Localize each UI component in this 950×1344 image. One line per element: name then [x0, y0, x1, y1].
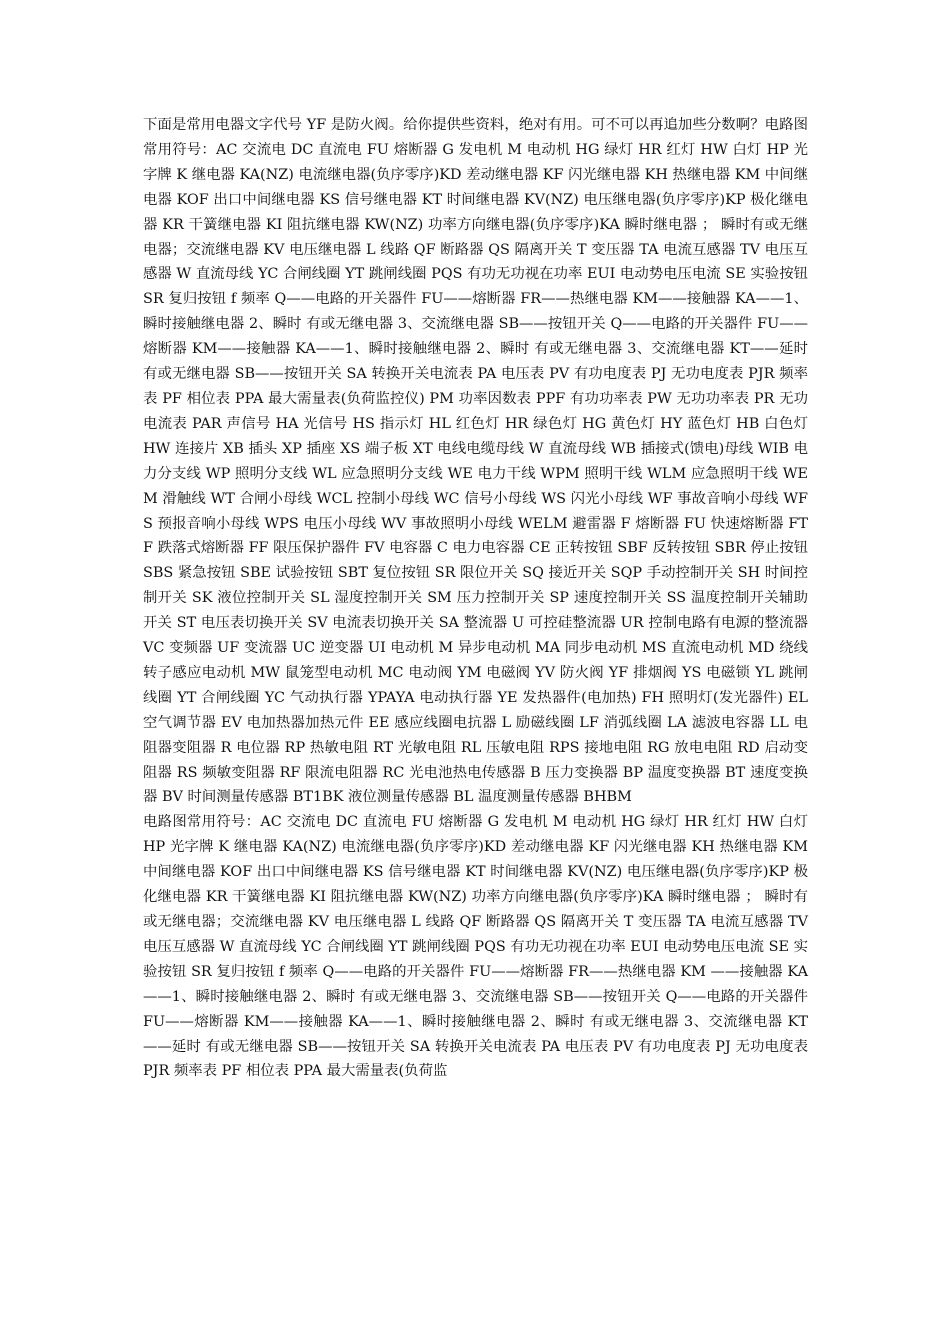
document-paragraph-1: 下面是常用电器文字代号 YF 是防火阀。给你提供些资料，绝对有用。可不可以再追加些分数啊？电路图常用符号：AC 交流电 DC 直流电 FU 熔断器 G 发电机 M 电动机 HG 绿灯 HR 红灯 HW 白灯 HP 光字牌 K 继电器 KA(NZ) 电流继电器(负序零序)KD 差动继电器 KF 闪光继电器 KH 热继电器 KM 中间继电器 KOF 出口中间继电器 KS 信号继电器 KT 时间继电器 KV(NZ) 电压继电器(负序零序)KP 极化继电器 KR 干簧继电器 KI 阻抗继电器 KW(NZ) 功率方向继电器(负序零序)KA 瞬时继电器 ； 瞬时有或无继电器；交流继电器 KV 电压继电器 L 线路 QF 断路器 QS 隔离开关 T 变压器 TA 电流互感器 TV 电压互感器 W 直流母线 YC 合闸线圈 YT 跳闸线圈 PQS 有功无功视在功率 EUI 电动势电压电流 SE 实验按钮 SR 复归按钮 f 频率 Q——电路的开关器件 FU——熔断器 FR——热继电器 KM——接触器 KA——1、瞬时接触继电器 2、瞬时 有或无继电器 3、交流继电器 SB——按钮开关 Q——电路的开关器件 FU——熔断器 KM——接触器 KA——1、瞬时接触继电器 2、瞬时 有或无继电器 3、交流继电器 KT——延时 有或无继电器 SB——按钮开关 SA 转换开关电流表 PA 电压表 PV 有功电度表 PJ 无功电度表 PJR 频率表 PF 相位表 PPA 最大需量表(负荷监控仪) PM 功率因数表 PPF 有功功率表 PW 无功功率表 PR 无功电流表 PAR 声信号 HA 光信号 HS 指示灯 HL 红色灯 HR 绿色灯 HG 黄色灯 HY 蓝色灯 HB 白色灯 HW 连接片 XB 插头 XP 插座 XS 端子板 XT 电线电缆母线 W 直流母线 WB 插接式(馈电)母线 WIB 电力分支线 WP 照明分支线 WL 应急照明分支线 WE 电力干线 WPM 照明干线 WLM 应急照明干线 WEM 滑触线 WT 合闸小母线 WCL 控制小母线 WC 信号小母线 WS 闪光小母线 WF 事故音响小母线 WFS 预报音响小母线 WPS 电压小母线 WV 事故照明小母线 WELM 避雷器 F 熔断器 FU 快速熔断器 FTF 跌落式熔断器 FF 限压保护器件 FV 电容器 C 电力电容器 CE 正转按钮 SBF 反转按钮 SBR 停止按钮 SBS 紧急按钮 SBE 试验按钮 SBT 复位按钮 SR 限位开关 SQ 接近开关 SQP 手动控制开关 SH 时间控制开关 SK 液位控制开关 SL 湿度控制开关 SM 压力控制开关 SP 速度控制开关 SS 温度控制开关辅助开关 ST 电压表切换开关 SV 电流表切换开关 SA 整流器 U 可控硅整流器 UR 控制电路有电源的整流器 VC 变频器 UF 变流器 UC 逆变器 UI 电动机 M 异步电动机 MA 同步电动机 MS 直流电动机 MD 绕线转子感应电动机 MW 鼠笼型电动机 MC 电动阀 YM 电磁阀 YV 防火阀 YF 排烟阀 YS 电磁锁 YL 跳闸线圈 YT 合闸线圈 YC 气动执行器 YPAYA 电动执行器 YE 发热器件(电加热) FH 照明灯(发光器件) EL 空气调节器 EV 电加热器加热元件 EE 感应线圈电抗器 L 励磁线圈 LF 消弧线圈 LA 滤波电容器 LL 电阻器变阻器 R 电位器 RP 热敏电阻 RT 光敏电阻 RL 压敏电阻 RPS 接地电阻 RG 放电电阻 RD 启动变阻器 RS 频敏变阻器 RF 限流电阻器 RC 光电池热电传感器 B 压力变换器 BP 温度变换器 BT 速度变换器 BV 时间测量传感器 BT1BK 液位测量传感器 BL 温度测量传感器 BHBM [143, 117, 808, 806]
document-paragraph-2: 电路图常用符号：AC 交流电 DC 直流电 FU 熔断器 G 发电机 M 电动机 HG 绿灯 HR 红灯 HW 白灯 HP 光字牌 K 继电器 KA(NZ) 电流继电器(负序零序)KD 差动继电器 KF 闪光继电器 KH 热继电器 KM 中间继电器 KOF 出口中间继电器 KS 信号继电器 KT 时间继电器 KV(NZ) 电压继电器(负序零序)KP 极化继电器 KR 干簧继电器 KI 阻抗继电器 KW(NZ) 功率方向继电器(负序零序)KA 瞬时继电器 ； 瞬时有或无继电器；交流继电器 KV 电压继电器 L 线路 QF 断路器 QS 隔离开关 T 变压器 TA 电流互感器 TV 电压互感器 W 直流母线 YC 合闸线圈 YT 跳闸线圈 PQS 有功无功视在功率 EUI 电动势电压电流 SE 实验按钮 SR 复归按钮 f 频率 Q——电路的开关器件 FU——熔断器 FR——热继电器 KM ——接触器 KA——1、瞬时接触继电器 2、瞬时 有或无继电器 3、交流继电器 SB——按钮开关 Q——电路的开关器件 FU——熔断器 KM——接触器 KA——1、瞬时接触继电器 2、瞬时 有或无继电器 3、交流继电器 KT——延时 有或无继电器 SB——按钮开关 SA 转换开关电流表 PA 电压表 PV 有功电度表 PJ 无功电度表 PJR 频率表 PF 相位表 PPA 最大需量表(负荷监 [143, 814, 808, 1080]
document-page [143, 113, 808, 1084]
